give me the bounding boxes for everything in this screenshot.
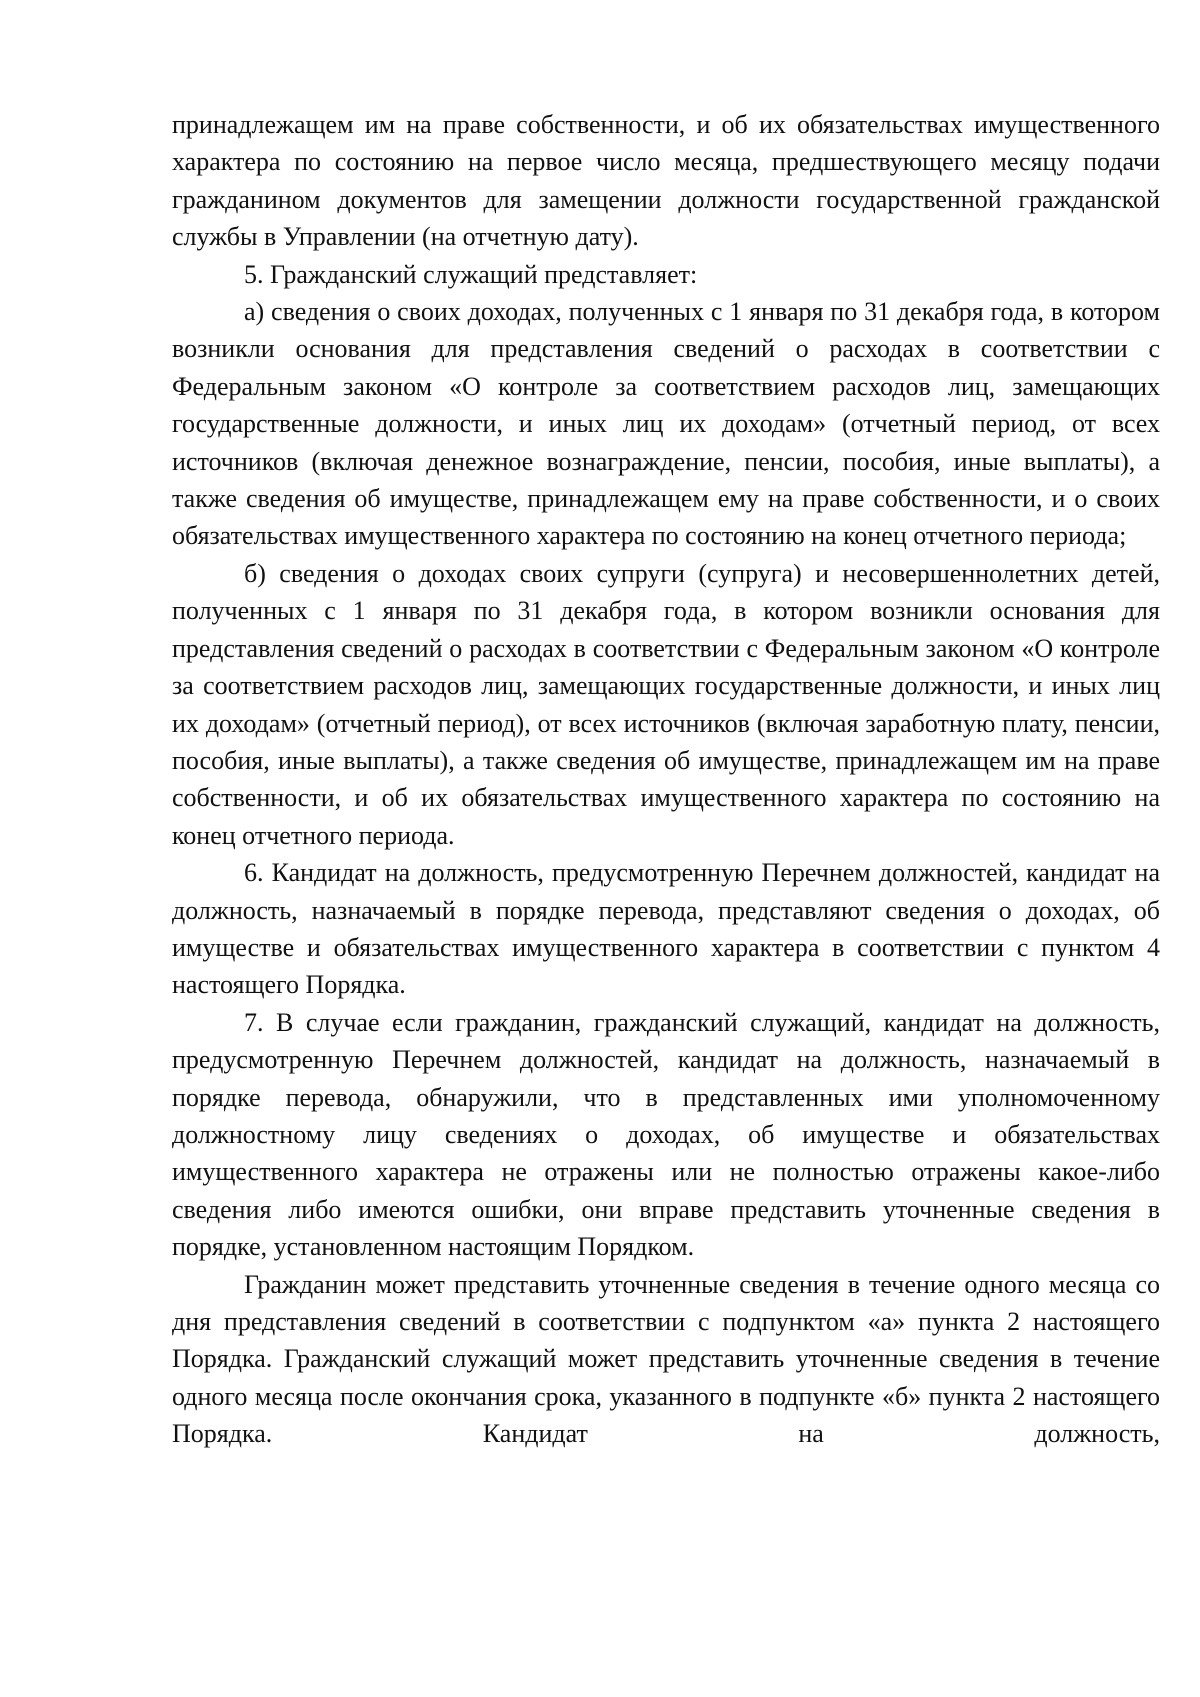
paragraph-item-6: 6. Кандидат на должность, предусмотренную Перечнем должностей, кандидат на должность, назначаемый в порядке перевода, представляют сведения о доходах, об имуществе и обязательствах имущественного характера в соответствии с пунктом 4 настоящего Порядка. [172,858,1160,1000]
document-page [172,106,1160,1453]
paragraph-item-7: 7. В случае если гражданин, гражданский служащий, кандидат на должность, предусмотренную Перечнем должностей, кандидат на должность, назначаемый в порядке перевода, обнаружили, что в представленных ими уполномоченному должностному лицу сведениях о доходах, об имуществе и обязательствах имущественного характера не отражены или не полностью отражены какое-либо сведения либо имеются ошибки, они вправе представить уточненные сведения в порядке, установленном настоящим Порядком. [172,1007,1160,1262]
paragraph-item-5a: а) сведения о своих доходах, полученных с 1 января по 31 декабря года, в котором возникли основания для представления сведений о расходах в соответствии с Федеральным законом «О контроле за соответствием расходов лиц, замещающих государственные должности, и иных лиц их доходам» (отчетный период, от всех источников (включая денежное вознаграждение, пенсии, пособия, иные выплаты), а также сведения об имуществе, принадлежащем ему на праве собственности, и о своих обязательствах имущественного характера по состоянию на конец отчетного периода; [172,297,1160,551]
paragraph-continuation: принадлежащем им на праве собственности, и об их обязательствах имущественного характера по состоянию на первое число месяца, предшествующего месяцу подачи гражданином документов для замещении должности государственной гражданской службы в Управлении (на отчетную дату). [172,110,1160,252]
paragraph-clarification: Гражданин может представить уточненные сведения в течение одного месяца со дня представления сведений в соответствии с подпунктом «а» пункта 2 настоящего Порядка. Гражданский служащий может представить уточненные сведения в течение одного месяца после окончания срока, указанного в подпункте «б» пункта 2 настоящего Порядка. Кандидат на должность, [172,1269,1160,1449]
paragraph-item-5: 5. Гражданский служащий представляет: [244,259,698,289]
paragraph-item-5b: б) сведения о доходах своих супруги (супруга) и несовершеннолетних детей, полученных с 1 января по 31 декабря года, в котором возникли основания для представления сведений о расходах в соответствии с Федеральным законом «О контроле за соответствием расходов лиц, замещающих государственные должности, и иных лиц их доходам» (отчетный период), от всех источников (включая заработную плату, пенсии, пособия, иные выплаты), а также сведения об имуществе, принадлежащем им на праве собственности, и об их обязательствах имущественного характера по состоянию на конец отчетного периода. [172,558,1160,850]
